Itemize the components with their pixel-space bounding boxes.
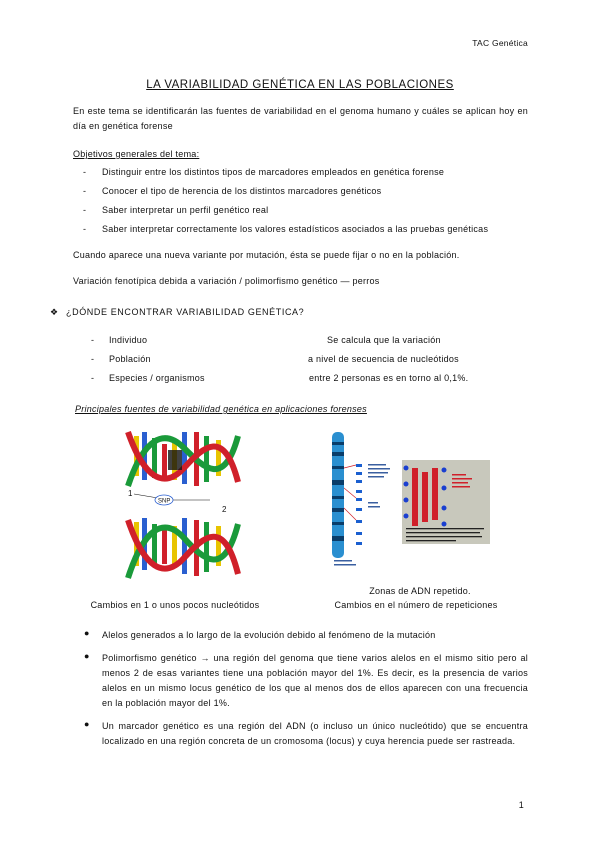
list-item <box>73 354 513 373</box>
section-heading: ¿DÓNDE ENCONTRAR VARIABILIDAD GENÉTICA? <box>66 307 305 317</box>
caption-left: Cambios en 1 o unos pocos nucleótidos <box>90 600 260 610</box>
figure-number-1: 1 <box>128 489 133 498</box>
repeat-bars <box>412 468 438 526</box>
level-text: Especies / organismos <box>109 373 205 383</box>
dash-bullet: - <box>83 224 86 234</box>
list-item <box>73 205 533 224</box>
dash-bullet: - <box>91 373 94 383</box>
list-item <box>73 335 513 354</box>
dash-bullet: - <box>91 335 94 345</box>
list-item <box>84 719 528 749</box>
snp-dna-figure <box>124 428 242 586</box>
dash-bullet: - <box>83 205 86 215</box>
figure-number-2: 2 <box>222 505 227 514</box>
snp-label: SNP <box>158 498 171 505</box>
variability-list <box>73 335 513 392</box>
phenotype-paragraph: Variación fenotípica debida a variación / polimorfismo genético — perros <box>73 276 380 286</box>
bullet-text: Polimorfismo genético → una región del genoma que tiene varios alelos en el mismo sitio pero al menos 2 de esas variantes tiene una población mayor del 1%. Es decir, es la presencia de varios alelos en un mismo locus genético de los que al menos dos de ellos aparecen con una frecuencia en la población mayor del 1%. <box>102 653 528 708</box>
list-item <box>73 224 533 243</box>
repeat-region-figure <box>326 428 494 568</box>
header-label: TAC Genética <box>472 38 528 48</box>
caption-right-line2: Cambios en el número de repeticiones <box>334 600 498 610</box>
dash-bullet: - <box>83 167 86 177</box>
diamond-bullet-icon: ❖ <box>50 307 59 317</box>
list-item <box>73 167 533 186</box>
intro-paragraph: En este tema se identificarán las fuentes de variabilidad en el genoma humano y cuáles se aplican hoy en día en genética forense <box>73 106 528 131</box>
bullet-dot-icon: ● <box>84 719 90 729</box>
caption-right-line1: Zonas de ADN repetido. <box>369 586 471 596</box>
level-text: Población <box>109 354 151 364</box>
bullet-dot-icon: ● <box>84 651 90 661</box>
repeat-lines <box>344 465 356 520</box>
sources-heading: Principales fuentes de variabilidad genética en aplicaciones forenses <box>75 404 367 414</box>
list-item <box>84 651 528 711</box>
variation-text: Se calcula que la variación <box>327 335 441 345</box>
objectives-heading: Objetivos generales del tema: <box>73 149 200 159</box>
objective-text: Distinguir entre los distintos tipos de marcadores empleados en genética forense <box>102 167 445 177</box>
bullet-dot-icon: ● <box>84 628 90 638</box>
list-item <box>73 373 513 392</box>
repeat-markers <box>356 464 362 545</box>
mutation-paragraph: Cuando aparece una nueva variante por mutación, ésta se puede fijar o no en la población. <box>73 250 460 260</box>
bullet-text: Un marcador genético es una región del ADN (o incluso un único nucleótido) que se encuentra localizado en una región concreta de un cromosoma (locus) y cuya herencia puede ser rastreada. <box>102 721 528 746</box>
variation-text: a nivel de secuencia de nucleótidos <box>308 354 459 364</box>
dash-bullet: - <box>91 354 94 364</box>
bullet-text: Alelos generados a lo largo de la evolución debido al fenómeno de la mutación <box>102 630 436 640</box>
objective-text: Saber interpretar correctamente los valores estadísticos asociados a las pruebas genéticas <box>102 224 489 234</box>
page-title: LA VARIABILIDAD GENÉTICA EN LAS POBLACIONES <box>146 79 454 91</box>
list-item <box>84 628 528 643</box>
dash-bullet: - <box>83 186 86 196</box>
list-item <box>73 186 533 205</box>
objective-text: Saber interpretar un perfil genético real <box>102 205 269 215</box>
bullet-list <box>84 628 528 749</box>
objectives-list <box>73 167 533 243</box>
level-text: Individuo <box>109 335 148 345</box>
variation-text: entre 2 personas es en torno al 0,1%. <box>309 373 469 383</box>
objective-text: Conocer el tipo de herencia de los distintos marcadores genéticos <box>102 186 382 196</box>
page-number: 1 <box>518 800 524 810</box>
